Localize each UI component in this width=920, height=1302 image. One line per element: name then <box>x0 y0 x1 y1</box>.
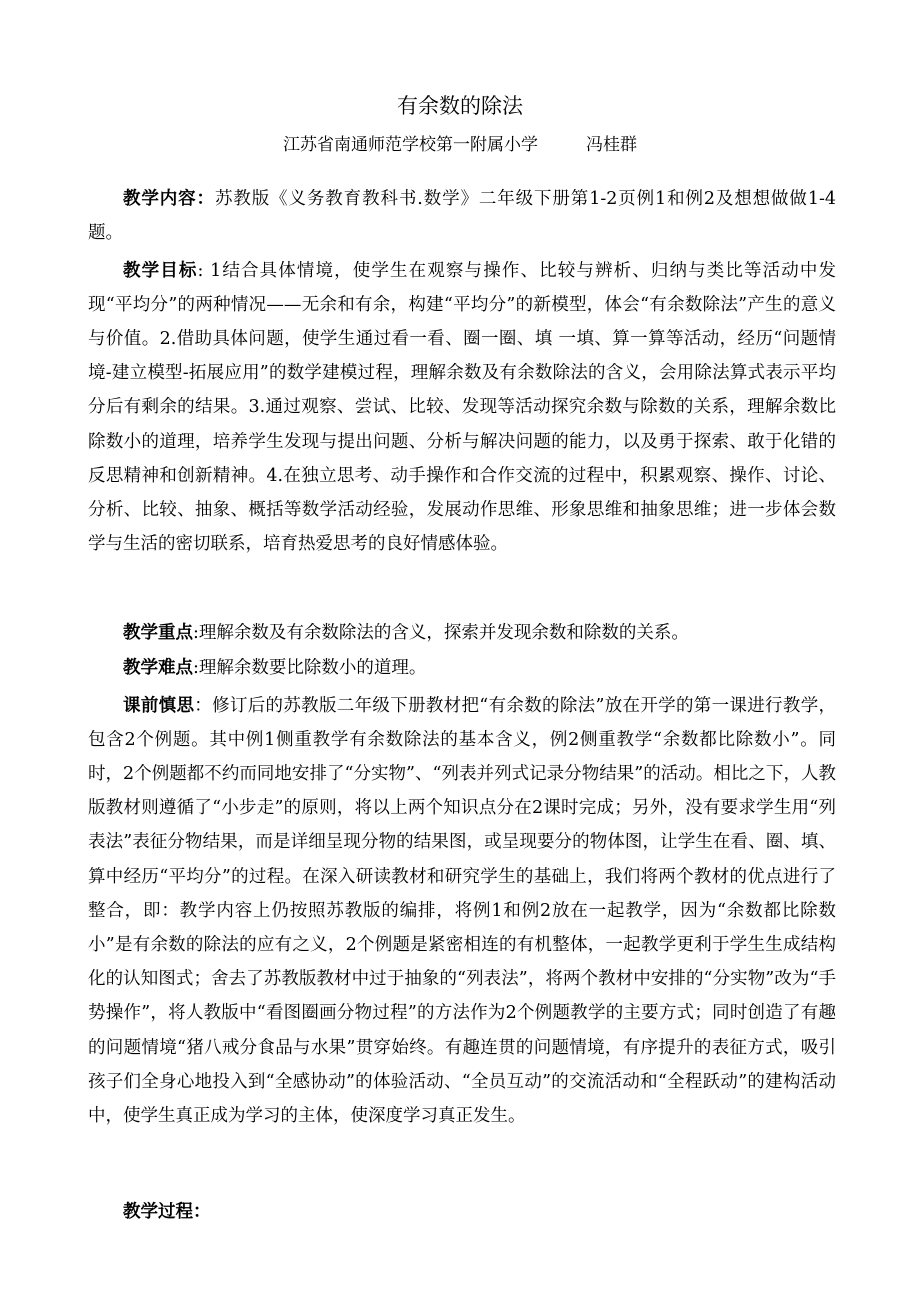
teaching-process-colon: ： <box>193 1201 211 1222</box>
teaching-content-paragraph <box>88 182 836 250</box>
teaching-content-label: 教学内容： <box>123 188 215 209</box>
teaching-goals-label: 教学目标 <box>123 260 198 281</box>
pre-class-reflection-paragraph <box>88 689 836 1134</box>
difficulties-paragraph <box>88 651 836 685</box>
teaching-goals-text: : 1结合具体情境，使学生在观察与操作、比较与辨析、归纳与类比等活动中发现“平均分”的两种情况——无余和有余，构建“平均分”的新模型，体会“有余数除法”产生的意义与价值。2.借助具体问题，使学生通过看一看、圈一圈、填 一填、算一算等活动，经历“问题情境-建立模型-拓展应用”的数学建模过程，理解余数及有余数除法的含义，会用除法算式表示平均分后有剩余的结果。3.通过观察、尝试、比较、发现等活动探究余数与除数的关系，理解余数比除数小的道理，培养学生发现与提出问题、分析与解决问题的能力，以及勇于探索、敢于化错的反思精神和创新精神。4.在独立思考、动手操作和合作交流的过程中，积累观察、操作、讨论、分析、比较、抽象、概括等数学活动经验，发展动作思维、形象思维和抽象思维；进一步体会数学与生活的密切联系，培育热爱思考的良好情感体验。 <box>88 260 837 555</box>
document-title: 有余数的除法 <box>397 94 523 118</box>
pre-class-reflection-text: ：修订后的苏教版二年级下册教材把“有余数的除法”放在开学的第一课进行教学，包含2个例题。其中例1侧重教学有余数除法的基本含义，例2侧重教学“余数都比除数小”。同时，2个例题都不约而同地安排了“分实物”、“列表并列式记录分物结果”的活动。相比之下，人教版教材则遵循了“小步走”的原则，将以上两个知识点分在2课时完成；另外，没有要求学生用“列表法”表征分物结果，而是详细呈现分物的结果图，或呈现要分的物体图，让学生在看、圈、填、算中经历“平均分”的过程。在深入研读教材和研究学生的基础上，我们将两个教材的优点进行了整合，即：教学内容上仍按照苏教版的编排，将例1和例2放在一起教学，因为“余数都比除数小”是有余数的除法的应有之义，2个例题是紧密相连的有机整体，一起教学更利于学生生成结构化的认知图式；舍去了苏教版教材中过于抽象的“列表法”，将两个教材中安排的“分实物”改为“手势操作”，将人教版中“看图圈画分物过程”的方法作为2个例题教学的主要方式；同时创造了有趣的问题情境“猪八戒分食品与水果”贯穿始终。有趣连贯的问题情境，有序提升的表征方式，吸引孩子们全身心地投入到“全感协动”的体验活动、“全员互动”的交流活动和“全程跃动”的建构活动中，使学生真正成为学习的主体，使深度学习真正发生。 <box>88 695 837 1126</box>
difficulties-label: 教学难点 <box>123 657 193 678</box>
teaching-goals-paragraph <box>88 254 836 562</box>
teaching-content-text: 苏教版《义务教育教科书.数学》二年级下册第1-2页例1和例2及想想做做1-4题。 <box>88 188 836 243</box>
key-points-paragraph <box>88 616 836 650</box>
difficulties-text: :理解余数要比除数小的道理。 <box>193 657 427 678</box>
teaching-process-label: 教学过程 <box>123 1201 193 1222</box>
pre-class-reflection-label: 课前慎思 <box>123 695 195 716</box>
author-name: 冯桂群 <box>586 135 637 155</box>
author-line <box>0 133 920 157</box>
key-points-text: :理解余数及有余数除法的含义，探索并发现余数和除数的关系。 <box>193 622 689 643</box>
teaching-process-paragraph <box>88 1195 836 1229</box>
key-points-label: 教学重点 <box>123 622 193 643</box>
school-name: 江苏省南通师范学校第一附属小学 <box>283 135 538 155</box>
